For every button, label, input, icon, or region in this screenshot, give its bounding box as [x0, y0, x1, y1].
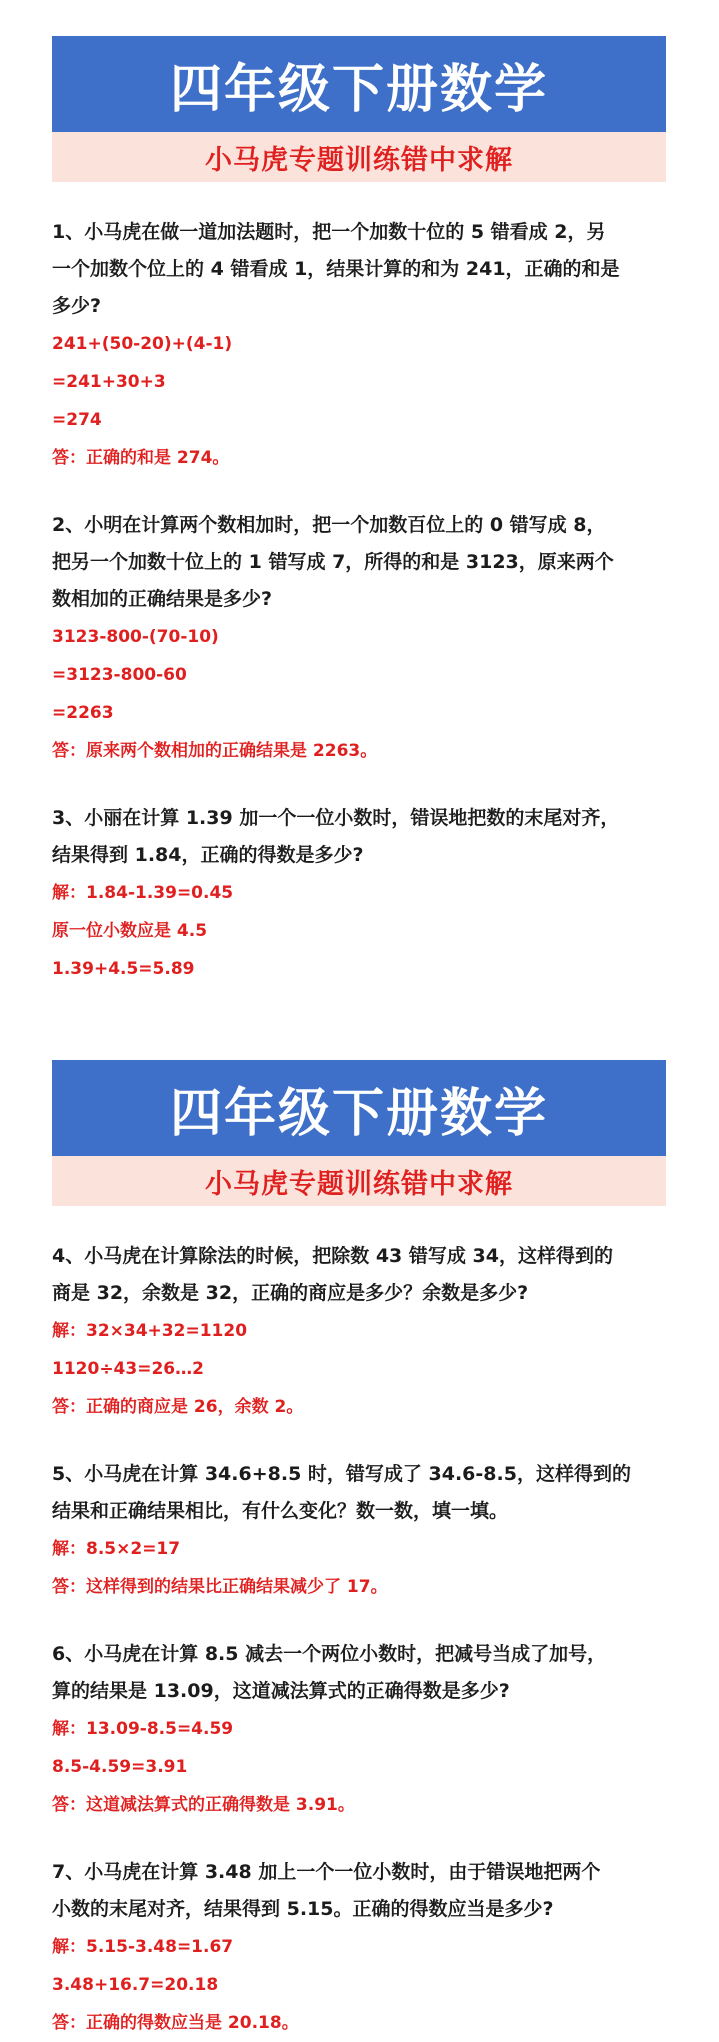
- answer-line: 8.5-4.59=3.91: [52, 1757, 188, 1777]
- question-line: 一个加数个位上的 4 错看成 1，结果计算的和为 241，正确的和是: [52, 258, 620, 280]
- answer-line: 3.48+16.7=20.18: [52, 1975, 219, 1995]
- answer-line: 解：1.84-1.39=0.45: [52, 883, 234, 903]
- page-subtitle: 小马虎专题训练错中求解: [52, 132, 666, 182]
- problem-5: [52, 1456, 674, 1606]
- question-line: 商是 32，余数是 32，正确的商应是多少？余数是多少?: [52, 1282, 529, 1304]
- answer-line: 原一位小数应是 4.5: [52, 921, 208, 941]
- page-subtitle: 小马虎专题训练错中求解: [52, 1156, 666, 1206]
- answer-line: 答：这道减法算式的正确得数是 3.91。: [52, 1795, 355, 1815]
- question-line: 7、小马虎在计算 3.48 加上一个一位小数时，由于错误地把两个: [52, 1861, 601, 1883]
- question-line: 1、小马虎在做一道加法题时，把一个加数十位的 5 错看成 2，另: [52, 221, 606, 243]
- problem-4: [52, 1238, 674, 1426]
- question-line: 3、小丽在计算 1.39 加一个一位小数时，错误地把数的末尾对齐，: [52, 807, 620, 829]
- problem-1: [52, 214, 674, 477]
- answer-line: 241+(50-20)+(4-1): [52, 334, 233, 354]
- question-line: 算的结果是 13.09，这道减法算式的正确得数是多少?: [52, 1680, 510, 1702]
- answer-line: 答：正确的和是 274。: [52, 448, 230, 468]
- problem-list: [52, 214, 674, 988]
- page-title: 四年级下册数学: [52, 1060, 666, 1156]
- problem-list: [52, 1238, 674, 2042]
- question-line: 4、小马虎在计算除法的时候，把除数 43 错写成 34，这样得到的: [52, 1245, 613, 1267]
- answer-line: =2263: [52, 703, 114, 723]
- answer-line: =241+30+3: [52, 372, 166, 392]
- answer-line: 解：13.09-8.5=4.59: [52, 1719, 234, 1739]
- header-banner: [52, 36, 666, 182]
- question-line: 多少?: [52, 295, 102, 317]
- question-line: 小数的末尾对齐，结果得到 5.15。正确的得数应当是多少?: [52, 1898, 554, 1920]
- answer-line: =274: [52, 410, 102, 430]
- page-title: 四年级下册数学: [52, 36, 666, 132]
- answer-line: 解：5.15-3.48=1.67: [52, 1937, 234, 1957]
- problem-7: [52, 1854, 674, 2042]
- header-banner: [52, 1060, 666, 1206]
- answer-line: 答：正确的得数应当是 20.18。: [52, 2013, 299, 2033]
- question-line: 结果和正确结果相比，有什么变化？数一数，填一填。: [52, 1500, 509, 1522]
- answer-line: 答：正确的商应是 26，余数 2。: [52, 1397, 304, 1417]
- answer-line: 解：32×34+32=1120: [52, 1321, 248, 1341]
- problem-6: [52, 1636, 674, 1824]
- answer-line: 1.39+4.5=5.89: [52, 959, 195, 979]
- question-line: 数相加的正确结果是多少?: [52, 588, 273, 610]
- answer-line: =3123-800-60: [52, 665, 187, 685]
- answer-line: 答：这样得到的结果比正确结果减少了 17。: [52, 1577, 388, 1597]
- problem-3: [52, 800, 674, 988]
- worksheet-section-2: [0, 1060, 719, 2042]
- question-line: 5、小马虎在计算 34.6+8.5 时，错写成了 34.6-8.5，这样得到的: [52, 1463, 631, 1485]
- problem-2: [52, 507, 674, 770]
- question-line: 6、小马虎在计算 8.5 减去一个两位小数时，把减号当成了加号，: [52, 1643, 607, 1665]
- answer-line: 答：原来两个数相加的正确结果是 2263。: [52, 741, 378, 761]
- worksheet-section-1: [0, 36, 719, 988]
- answer-line: 解：8.5×2=17: [52, 1539, 181, 1559]
- question-line: 2、小明在计算两个数相加时，把一个加数百位上的 0 错写成 8，: [52, 514, 606, 536]
- question-line: 把另一个加数十位上的 1 错写成 7，所得的和是 3123，原来两个: [52, 551, 614, 573]
- answer-line: 3123-800-(70-10): [52, 627, 219, 647]
- question-line: 结果得到 1.84，正确的得数是多少?: [52, 844, 364, 866]
- answer-line: 1120÷43=26…2: [52, 1359, 204, 1379]
